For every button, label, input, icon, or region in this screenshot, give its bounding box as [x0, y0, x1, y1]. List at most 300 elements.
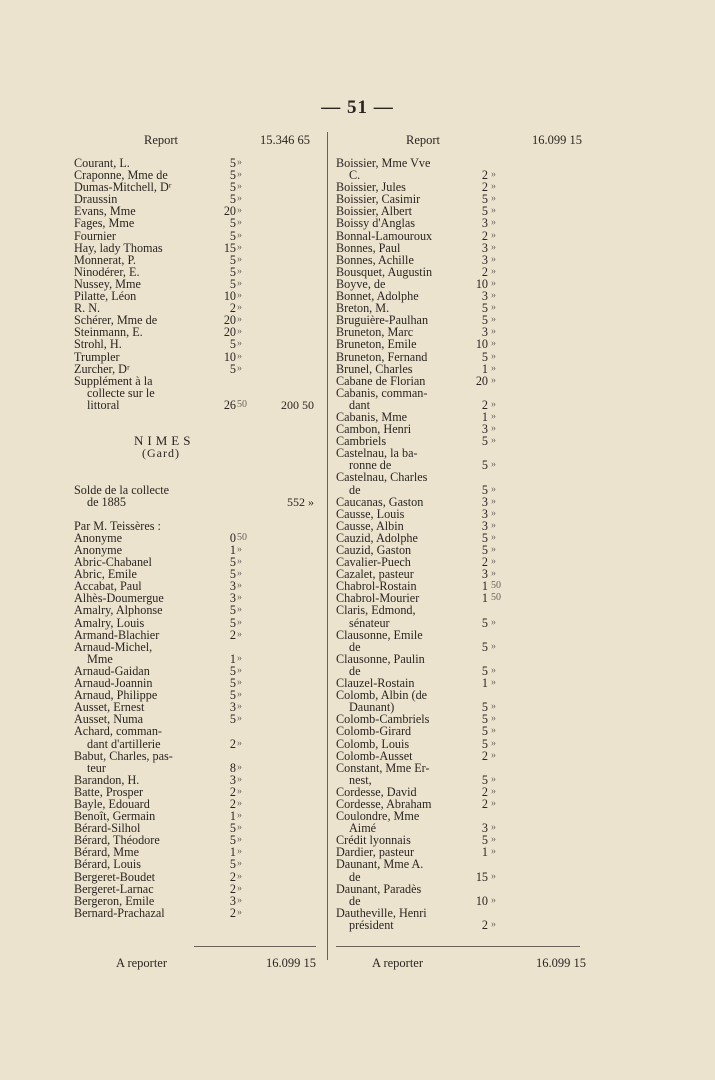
donation-amount: 5 — [481, 663, 488, 678]
donor-name: Ausset, Ernest — [74, 700, 145, 715]
donation-amount: 2 — [481, 180, 488, 195]
donation-amount: 2 — [481, 228, 488, 243]
donor-name: Cordesse, Abraham — [336, 796, 432, 811]
donor-name: Boissier, Casimir — [336, 192, 421, 207]
donation-amount: 3 — [481, 252, 488, 267]
left-carry-total: 16.099 15 — [266, 956, 316, 970]
donation-amount: 5 — [229, 555, 236, 570]
donation-amount: 5 — [229, 688, 236, 703]
right-report-footer — [336, 956, 586, 972]
donation-amount: 5 — [481, 724, 488, 739]
donor-name: Boissier, Mme Vve — [336, 156, 431, 170]
donor-name: Bonnes, Paul — [336, 240, 401, 255]
donation-cents: » — [491, 398, 496, 410]
donation-amount: 1 — [481, 409, 488, 424]
donor-row — [74, 762, 320, 774]
donation-cents: » — [491, 217, 496, 229]
donation-cents: 50 — [237, 531, 247, 543]
donation-cents: » — [237, 713, 242, 725]
donation-cents: » — [237, 157, 242, 168]
donation-amount: 5 — [229, 264, 236, 279]
donor-name: Coulondre, Mme — [336, 809, 420, 824]
donation-cents: » — [491, 737, 496, 749]
donation-cents: » — [491, 725, 496, 737]
donation-cents: 50 — [491, 580, 501, 592]
donor-name: Ninodérer, E. — [74, 264, 140, 279]
donation-amount: 3 — [481, 240, 488, 255]
donor-row — [74, 496, 320, 508]
donor-row — [74, 399, 320, 411]
donor-name: Armand-Blachier — [74, 627, 160, 642]
left-report-total: 15.346 65 — [260, 133, 310, 147]
section-title: NIMES — [134, 433, 195, 449]
donor-row — [74, 738, 320, 750]
donation-cents: » — [237, 350, 242, 362]
right-carry-total: 16.099 15 — [536, 956, 586, 970]
donor-row — [336, 629, 580, 641]
donor-name: Arnaud-Joannin — [74, 676, 153, 691]
donor-name: sénateur — [349, 615, 390, 630]
donation-amount: 20 — [223, 313, 236, 328]
donor-name: Dautheville, Henri — [336, 905, 427, 920]
donor-row — [74, 230, 320, 242]
donor-row — [336, 375, 580, 387]
donation-cents: » — [491, 749, 496, 761]
donation-cents: » — [237, 664, 242, 676]
donor-name: Draussin — [74, 192, 118, 207]
donation-amount: 1 — [229, 809, 236, 824]
donation-cents: 50 — [491, 592, 501, 604]
donor-name: Amalry, Louis — [74, 615, 145, 630]
donation-amount: 2 — [481, 168, 488, 183]
donor-row — [336, 858, 580, 870]
donor-row — [74, 508, 320, 520]
donation-amount: 5 — [481, 434, 488, 449]
donor-name: Fournier — [74, 228, 116, 243]
donation-cents: » — [491, 423, 496, 435]
donor-row — [74, 484, 320, 496]
donor-name: Dumas-Mitchell, Dʳ — [74, 180, 172, 195]
donor-row — [74, 883, 320, 895]
donor-row — [74, 459, 320, 471]
donor-name: Fages, Mme — [74, 216, 135, 231]
donation-amount: 5 — [229, 663, 236, 678]
donor-name: Benoît, Germain — [74, 809, 156, 824]
page-number: — 51 — — [321, 97, 394, 118]
donor-name: Trumpler — [74, 349, 120, 364]
donor-name: de — [349, 482, 361, 497]
donation-cents: » — [491, 640, 496, 652]
donor-name: Babut, Charles, pas- — [74, 748, 173, 763]
donor-name: littoral — [87, 397, 120, 412]
donor-name: Bergeron, Emile — [74, 893, 155, 908]
donor-row — [74, 423, 320, 435]
donation-amount: 26 — [223, 397, 236, 412]
left-carry-label: A reporter — [116, 956, 168, 970]
donor-name: Colomb-Girard — [336, 724, 412, 739]
donor-name: Boissier, Albert — [336, 204, 413, 219]
donation-amount: 5 — [229, 276, 236, 291]
donor-name: Chabrol-Mourier — [336, 591, 420, 606]
donation-cents: » — [491, 193, 496, 205]
donation-amount: 3 — [481, 216, 488, 231]
donation-amount: 1 — [481, 591, 488, 606]
donor-row — [74, 351, 320, 363]
section-subtotal: 200 50 — [281, 397, 314, 412]
donation-amount: 5 — [229, 216, 236, 231]
donation-amount: 5 — [229, 156, 236, 170]
donor-name: Zurcher, Dʳ — [74, 361, 130, 376]
donation-amount: 3 — [229, 591, 236, 606]
right-report-label: Report — [406, 133, 441, 147]
donor-name: Boissier, Jules — [336, 180, 406, 195]
donor-row — [336, 387, 580, 399]
donation-cents: » — [237, 628, 242, 640]
donor-row — [336, 471, 580, 483]
donation-amount: 5 — [229, 821, 236, 836]
donation-amount: 20 — [223, 325, 236, 340]
donation-amount: 20 — [475, 373, 488, 388]
donor-row — [74, 725, 320, 737]
donation-cents: » — [491, 277, 496, 289]
donor-name: Monnerat, P. — [74, 252, 136, 267]
donation-cents: » — [237, 894, 242, 906]
donor-row — [336, 750, 580, 762]
donation-amount: 10 — [223, 349, 236, 364]
donor-name: Accabat, Paul — [74, 579, 142, 594]
donation-cents: » — [491, 205, 496, 217]
section-heading — [74, 435, 320, 447]
donation-amount: 3 — [481, 567, 488, 582]
donation-cents: » — [237, 338, 242, 350]
right-report-total: 16.099 15 — [532, 133, 582, 147]
donor-name: Courant, L. — [74, 156, 130, 170]
donation-cents: » — [491, 616, 496, 628]
donation-amount: 10 — [475, 337, 488, 352]
donor-name: Bonnal-Lamouroux — [336, 228, 433, 243]
donor-row — [336, 230, 580, 242]
donor-row — [74, 363, 320, 375]
donation-amount: 5 — [229, 615, 236, 630]
section-subtotal: 552 » — [287, 494, 314, 509]
donor-row — [336, 617, 580, 629]
donor-name: de — [349, 639, 361, 654]
donation-amount: 5 — [481, 204, 488, 219]
donation-amount: 0 — [229, 530, 236, 545]
donor-name: Alhès-Doumergue — [74, 591, 164, 606]
donor-name: Cauzid, Gaston — [336, 543, 412, 557]
donation-cents: » — [491, 918, 496, 930]
donation-amount: 5 — [481, 772, 488, 787]
donation-amount: 3 — [229, 579, 236, 594]
donation-amount: 2 — [229, 869, 236, 884]
donation-cents: » — [237, 568, 242, 580]
donor-name: Colomb-Ausset — [336, 748, 413, 763]
donor-row — [74, 629, 320, 641]
donation-cents: » — [491, 664, 496, 676]
donation-amount: 3 — [481, 325, 488, 340]
donor-name: Abric-Chabanel — [74, 555, 152, 570]
donor-row — [74, 242, 320, 254]
donation-cents: » — [237, 773, 242, 785]
donor-name: Par M. Teissères : — [74, 518, 161, 533]
right-carry-label: A reporter — [372, 956, 424, 970]
donor-name: Cabanis, comman- — [336, 385, 428, 400]
donor-name: Supplément à la — [74, 373, 153, 388]
donation-amount: 5 — [481, 639, 488, 654]
donor-name: Strohl, H. — [74, 337, 122, 352]
donor-name: Bousquet, Augustin — [336, 264, 433, 279]
donation-amount: 2 — [229, 301, 236, 316]
donor-name: Daunant, Paradès — [336, 881, 422, 896]
donor-name: Dardier, pasteur — [336, 845, 415, 860]
donation-amount: 2 — [481, 397, 488, 412]
donor-name: Bérard, Mme — [74, 845, 139, 860]
donation-amount: 5 — [229, 833, 236, 848]
donation-amount: 20 — [223, 204, 236, 219]
donor-row — [336, 242, 580, 254]
donor-name: Abric, Emile — [74, 567, 137, 582]
donor-name: Daunant) — [349, 700, 395, 715]
donation-cents: » — [491, 229, 496, 241]
donor-name: Bruneton, Marc — [336, 325, 414, 340]
donor-name: Arnaud-Gaidan — [74, 663, 150, 678]
donation-amount: 5 — [229, 712, 236, 727]
donor-name: Clauzel-Rostain — [336, 676, 415, 691]
donor-name: Achard, comman- — [74, 724, 162, 739]
donor-name: Nussey, Mme — [74, 276, 141, 291]
donor-name: R. N. — [74, 301, 101, 316]
donation-cents: » — [491, 265, 496, 277]
donation-amount: 5 — [481, 615, 488, 630]
donation-amount: 5 — [229, 567, 236, 582]
donor-row — [74, 895, 320, 907]
donation-cents: » — [491, 701, 496, 713]
donation-cents: » — [237, 652, 242, 664]
donor-name: de — [349, 893, 361, 908]
donation-cents: » — [237, 677, 242, 689]
donation-cents: » — [237, 205, 242, 217]
donation-amount: 2 — [481, 555, 488, 570]
donor-name: Castelnau, la ba- — [336, 446, 418, 461]
donation-amount: 1 — [229, 845, 236, 860]
donation-cents: » — [491, 362, 496, 374]
donor-row — [74, 471, 320, 483]
donor-name: Bergeret-Larnac — [74, 881, 154, 896]
donor-row — [74, 750, 320, 762]
donor-name: Boissy d'Anglas — [336, 216, 416, 231]
donor-name: Ausset, Numa — [74, 712, 144, 727]
donation-cents: » — [237, 290, 242, 302]
donor-name: Colomb-Cambriels — [336, 712, 430, 727]
donation-cents: » — [491, 435, 496, 447]
donation-amount: 5 — [481, 192, 488, 207]
donor-name: Mme — [87, 651, 113, 666]
donor-name: Causse, Louis — [336, 506, 405, 521]
donor-name: Colomb, Albin (de — [336, 688, 428, 703]
donor-row — [336, 762, 580, 774]
donor-row — [74, 858, 320, 870]
donation-amount: 5 — [481, 313, 488, 328]
donor-row — [74, 411, 320, 423]
donor-name: C. — [349, 168, 361, 183]
donor-name: teur — [87, 760, 106, 775]
donation-amount: 2 — [481, 264, 488, 279]
donor-name: Schérer, Mme de — [74, 313, 158, 328]
donor-name: Hay, lady Thomas — [74, 240, 163, 255]
donation-cents: » — [491, 531, 496, 543]
donation-cents: » — [491, 797, 496, 809]
donation-cents: » — [237, 592, 242, 604]
donor-row — [336, 895, 580, 907]
donation-cents: » — [237, 253, 242, 265]
donation-amount: 1 — [481, 579, 488, 594]
left-report-footer — [74, 956, 320, 972]
donation-cents: » — [237, 858, 242, 870]
donation-amount: 5 — [481, 700, 488, 715]
donor-row — [74, 871, 320, 883]
donation-cents: » — [491, 374, 496, 386]
donation-cents: » — [237, 277, 242, 289]
donor-name: Bergeret-Boudet — [74, 869, 155, 884]
donation-cents: » — [237, 217, 242, 229]
donation-cents: » — [491, 169, 496, 181]
donation-amount: 2 — [229, 905, 236, 920]
donor-name: Pilatte, Léon — [74, 289, 137, 304]
donation-cents: » — [491, 846, 496, 858]
donation-cents: » — [491, 544, 496, 555]
donation-amount: 2 — [481, 796, 488, 811]
donation-amount: 15 — [223, 240, 236, 255]
donation-amount: 5 — [481, 712, 488, 727]
donation-cents: » — [491, 568, 496, 580]
donor-name: ronne de — [349, 458, 392, 473]
donation-cents: » — [237, 906, 242, 918]
donation-cents: » — [237, 810, 242, 822]
donation-amount: 10 — [475, 893, 488, 908]
donation-cents: 50 — [237, 398, 247, 410]
donation-cents: » — [491, 713, 496, 725]
donor-row — [74, 217, 320, 229]
donation-amount: 2 — [481, 917, 488, 932]
donation-amount: 5 — [229, 192, 236, 207]
donor-row — [336, 338, 580, 350]
donor-name: Cabanis, Mme — [336, 409, 408, 424]
donor-name: Daunant, Mme A. — [336, 857, 424, 872]
donor-row — [336, 604, 580, 616]
donor-name: Colomb, Louis — [336, 736, 410, 751]
donation-amount: 3 — [481, 494, 488, 509]
donation-cents: » — [491, 834, 496, 846]
donor-name: de — [349, 869, 361, 884]
donation-cents: » — [491, 290, 496, 302]
donation-amount: 8 — [229, 760, 236, 775]
donation-amount: 15 — [475, 869, 488, 884]
donation-cents: » — [237, 846, 242, 858]
donation-amount: 5 — [481, 349, 488, 364]
donation-amount: 5 — [229, 361, 236, 376]
donor-name: Aimé — [349, 821, 377, 836]
donor-name: Brunel, Charles — [336, 361, 413, 376]
donation-amount: 3 — [481, 821, 488, 836]
donation-cents: » — [237, 701, 242, 713]
donation-amount: 5 — [229, 228, 236, 243]
donation-amount: 3 — [229, 772, 236, 787]
donation-cents: » — [237, 737, 242, 749]
donor-row — [336, 725, 580, 737]
donation-cents: » — [237, 616, 242, 628]
donation-amount: 5 — [481, 530, 488, 545]
donor-name: Chabrol-Rostain — [336, 579, 417, 594]
donation-cents: » — [237, 797, 242, 809]
donor-row — [336, 351, 580, 363]
donor-name: Cambriels — [336, 434, 387, 449]
donation-cents: » — [237, 181, 242, 193]
donation-amount: 5 — [481, 543, 488, 557]
donor-name: Bruneton, Emile — [336, 337, 417, 352]
donor-row — [336, 363, 580, 375]
donor-row — [74, 604, 320, 616]
donation-cents: » — [237, 882, 242, 894]
donor-name: Bonnet, Adolphe — [336, 289, 419, 304]
donor-name: Crédit lyonnais — [336, 833, 411, 848]
donation-amount: 10 — [475, 276, 488, 291]
donation-amount: 5 — [229, 168, 236, 183]
donor-name: collecte sur le — [87, 385, 155, 400]
donation-amount: 2 — [229, 736, 236, 751]
donor-row — [336, 883, 580, 895]
right-entries-list — [336, 157, 580, 931]
donation-amount: 1 — [229, 543, 236, 557]
donation-amount: 5 — [481, 736, 488, 751]
donation-amount: 1 — [481, 676, 488, 691]
donation-cents: » — [237, 193, 242, 205]
donation-cents: » — [491, 338, 496, 350]
donation-cents: » — [491, 773, 496, 785]
donation-amount: 3 — [481, 422, 488, 437]
donation-cents: » — [491, 519, 496, 531]
donor-name: Bayle, Edouard — [74, 796, 150, 811]
donation-cents: » — [491, 483, 496, 495]
donation-cents: » — [237, 362, 242, 374]
donor-name: Craponne, Mme de — [74, 168, 168, 183]
donation-amount: 10 — [223, 289, 236, 304]
donation-cents: » — [491, 326, 496, 338]
donor-name: Cauzid, Adolphe — [336, 530, 418, 545]
donor-name: Batte, Prosper — [74, 784, 144, 799]
donation-amount: 2 — [229, 881, 236, 896]
donor-name: Arnaud, Philippe — [74, 688, 158, 703]
donation-amount: 5 — [229, 180, 236, 195]
donation-cents: » — [491, 350, 496, 362]
section-subheading — [74, 447, 320, 459]
donor-name: Cambon, Henri — [336, 422, 412, 437]
donation-cents: » — [491, 495, 496, 507]
donor-row — [336, 919, 580, 931]
donor-name: Bérard, Théodore — [74, 833, 160, 848]
donor-name: Clausonne, Paulin — [336, 651, 425, 666]
donation-amount: 2 — [481, 784, 488, 799]
donor-name: Cabane de Florian — [336, 373, 426, 388]
left-report-label: Report — [144, 133, 179, 147]
donation-cents: » — [237, 169, 242, 181]
donor-row — [336, 508, 580, 520]
donation-cents: » — [491, 822, 496, 834]
donation-amount: 5 — [229, 857, 236, 872]
donation-cents: » — [491, 181, 496, 193]
donation-cents: » — [491, 302, 496, 314]
donor-row — [74, 375, 320, 387]
